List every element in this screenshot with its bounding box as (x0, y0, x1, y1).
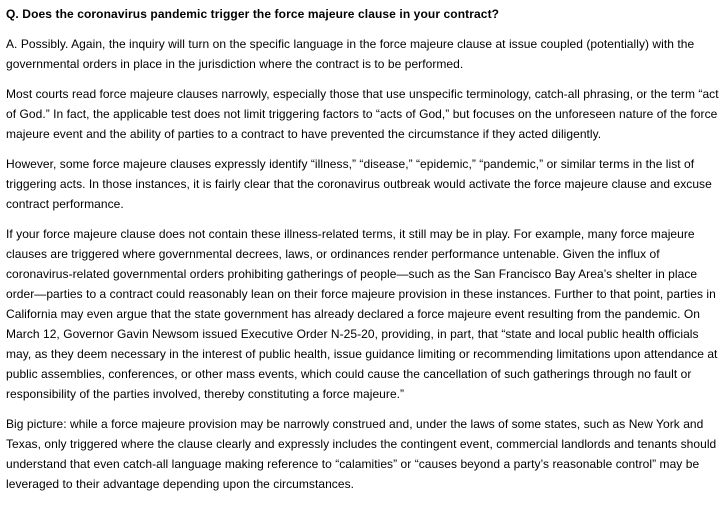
question-heading: Q. Does the coronavirus pandemic trigger the force majeure clause in your contract? (6, 7, 500, 21)
governmental-orders-paragraph: If your force majeure clause does not contain these illness-related terms, it still may be in play. For example, many force majeure clauses are triggered where governmental decrees, laws, or ordinances render performance untenable. Given the influx of coronavirus-related governmental orders prohibiting gatherings of people—such as the San Francisco Bay Area’s shelter in place order—parties to a contract could reasonably lean on their force majeure provision in these instances. Further to that point, parties in California may even argue that the state government has already declared a force majeure event resulting from the pandemic. On March 12, Governor Gavin Newsom issued Executive Order N-25-20, providing, in part, that “state and local public health officials may, as they deem necessary in the interest of public health, issue guidance limiting or recommending limitations upon attendance at public assemblies, conferences, or other mass events, which could cause the cancellation of such gatherings through no fault or responsibility of the parties involved, thereby constituting a force majeure.” (6, 227, 718, 401)
big-picture-paragraph: Big picture: while a force majeure provision may be narrowly construed and, under the laws of some states, such as New York and Texas, only triggered where the clause clearly and expressly includes the contingent event, commercial landlords and tenants should understand that even catch-all language making reference to “calamities” or “causes beyond a party’s reasonable control” may be leveraged to their advantage depending upon the circumstances. (6, 417, 717, 491)
courts-paragraph: Most courts read force majeure clauses narrowly, especially those that use unspecific terminology, catch-all phrasing, or the term “act of God.” In fact, the applicable test does not limit triggering factors to “acts of God,” but focuses on the unforeseen nature of the force majeure event and the ability of parties to a contract to have prevented the circumstance if they acted diligently. (6, 87, 719, 141)
answer-paragraph: A. Possibly. Again, the inquiry will turn on the specific language in the force majeure clause at issue coupled (potentially) with the governmental orders in place in the jurisdiction where the contract is to be performed. (6, 37, 695, 71)
illness-terms-paragraph: However, some force majeure clauses expressly identify “illness,” “disease,” “epidemic,” “pandemic,” or similar terms in the list of triggering acts. In those instances, it is fairly clear that the coronavirus outbreak would activate the force majeure clause and excuse contract performance. (6, 157, 712, 211)
